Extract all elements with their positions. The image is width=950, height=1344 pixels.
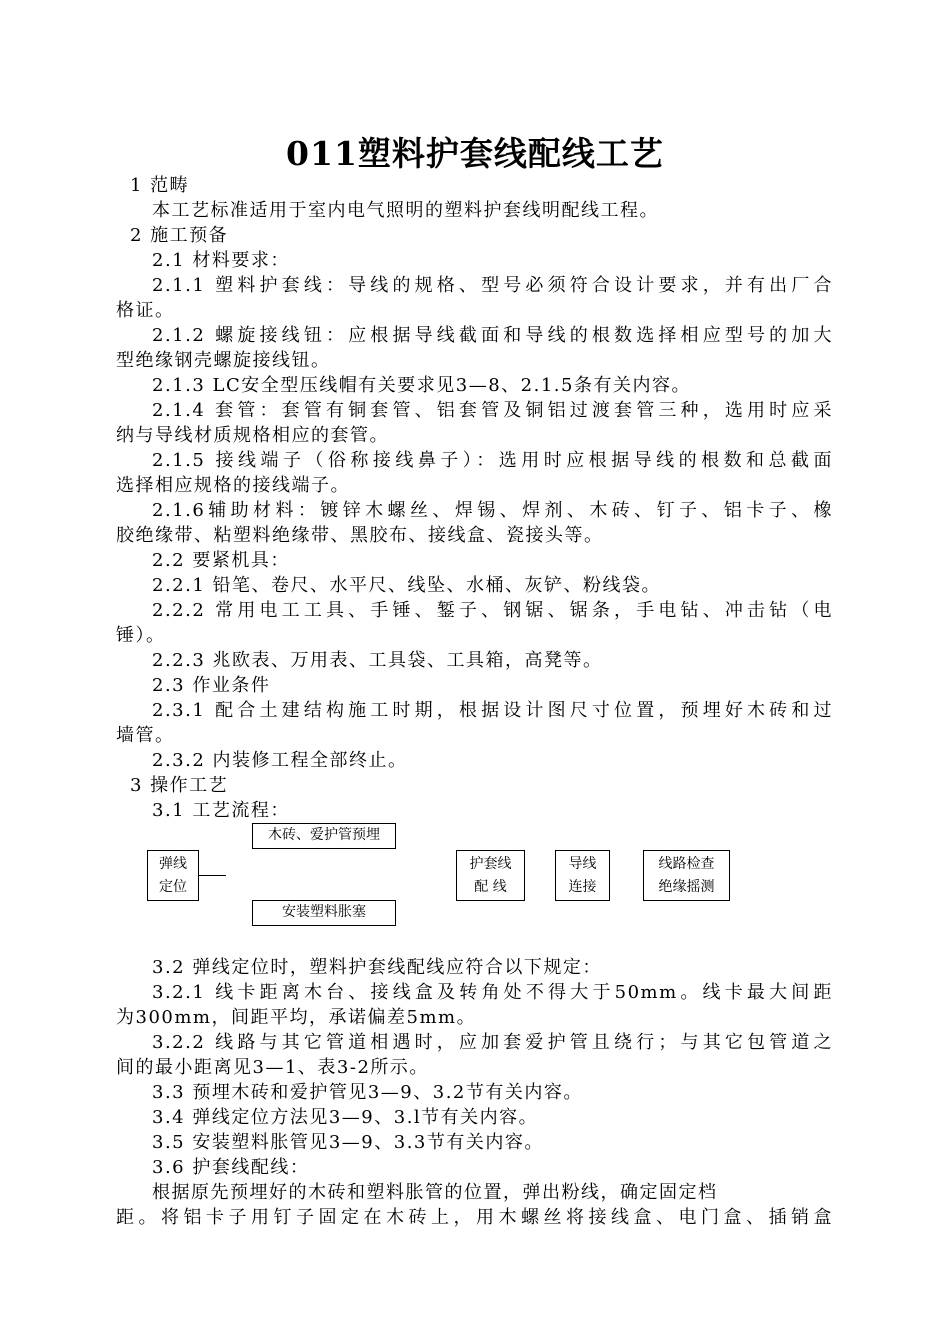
flow-box-anchor [252,900,396,926]
paragraph: 本工艺标准适用于室内电气照明的塑料护套线明配线工程。 [152,200,659,221]
flow-box-label: 定位 [159,879,187,895]
paragraph: 3.4 弹线定位方法见3—9、3.l节有关内容。 [152,1107,539,1128]
flow-box-label: 木砖、爱护管预埋 [268,827,380,843]
paragraph-line: 2.3.1 配合土建结构施工时期，根据设计图尺寸位置，预埋好木砖和过 [152,700,833,721]
subsection-heading: 2.2 要紧机具： [152,550,290,571]
flow-box-inspect [643,850,730,901]
paragraph-line: 2.1.4 套管：套管有铜套管、铝套管及铜铝过渡套管三种，选用时应采 [152,400,833,421]
paragraph-line: 纳与导线材质规格相应的套管。 [116,425,389,446]
subsection-heading: 3.6 护套线配线： [152,1157,310,1178]
paragraph: 3.2 弹线定位时，塑料护套线配线应符合以下规定： [152,957,602,978]
section-heading: 2 施工预备 [130,225,229,246]
paragraph-line: 2.1.1 塑料护套线：导线的规格、型号必须符合设计要求，并有出厂合 [152,275,833,296]
process-flowchart [116,823,833,955]
subsection-heading: 3.1 工艺流程： [152,800,290,821]
flow-box-label: 连接 [568,879,597,895]
paragraph: 2.1.3 LC安全型压线帽有关要求见3—8、2.1.5条有关内容。 [152,375,691,396]
flow-box-label: 护套线 [469,856,512,872]
flow-box-label: 线路检查 [658,856,715,872]
paragraph-line: 锤）。 [116,625,166,646]
paragraph-line: 为300mm，间距平均，承诺偏差5mm。 [116,1007,477,1028]
paragraph: 2.2.1 铅笔、卷尺、水平尺、线坠、水桶、灰铲、粉线袋。 [152,575,662,596]
paragraph-line: 2.1.5 接线端子（俗称接线鼻子）：选用时应根据导线的根数和总截面 [152,450,833,471]
paragraph-line: 墙管。 [116,725,175,746]
paragraph-line: 间的最小距离见3—1、表3-2所示。 [116,1057,429,1078]
paragraph-line: 距。将铝卡子用钉子固定在木砖上，用木螺丝将接线盒、电门盒、插销盒 [116,1207,833,1228]
flow-box-label: 弹线 [159,856,187,872]
subsection-heading: 2.3 作业条件 [152,675,271,696]
paragraph: 3.5 安装塑料胀管见3—9、3.3节有关内容。 [152,1132,544,1153]
flow-box-marking [147,850,199,901]
subsection-heading: 2.1 材料要求： [152,250,290,271]
paragraph-line: 选择相应规格的接线端子。 [116,475,350,496]
section-heading: 3 操作工艺 [130,775,229,796]
flow-box-embed [252,823,396,849]
paragraph-line: 3.2.1 线卡距离木台、接线盒及转角处不得大于50mm。线卡最大间距 [152,982,833,1003]
paragraph-line: 根据原先预埋好的木砖和塑料胀管的位置，弹出粉线，确定固定档 [152,1182,718,1203]
flow-box-label: 绝缘摇测 [658,879,715,895]
document-title: 011塑料护套线配线工艺 [286,134,664,173]
paragraph-line: 2.1.6辅助材料：镀锌木螺丝、焊锡、焊剂、木砖、钉子、铝卡子、橡 [152,500,833,521]
paragraph-line: 型绝缘钢壳螺旋接线钮。 [116,350,331,371]
paragraph-line: 3.2.2 线路与其它管道相遇时，应加套爱护管且绕行；与其它包管道之 [152,1032,833,1053]
section-heading: 1 范畴 [130,175,190,196]
flow-box-label: 安装塑料胀塞 [282,904,366,920]
paragraph: 2.2.3 兆欧表、万用表、工具袋、工具箱，高凳等。 [152,650,603,671]
flow-box-wiring [456,850,525,901]
flow-box-label: 导线 [568,856,597,872]
flow-box-connect [555,850,610,901]
flow-connector [199,875,226,876]
paragraph-line: 2.1.2 螺旋接线钮：应根据导线截面和导线的根数选择相应型号的加大 [152,325,833,346]
document-body [116,173,833,1230]
paragraph-line: 格证。 [116,300,175,321]
flow-box-label: 配 线 [474,879,507,895]
paragraph: 3.3 预埋木砖和爱护管见3—9、3.2节有关内容。 [152,1082,583,1103]
paragraph-line: 胶绝缘带、粘塑料绝缘带、黑胶布、接线盒、瓷接头等。 [116,525,604,546]
paragraph: 2.3.2 内装修工程全部终止。 [152,750,408,771]
paragraph-line: 2.2.2 常用电工工具、手锤、錾子、钢锯、锯条，手电钻、冲击钻（电 [152,600,833,621]
